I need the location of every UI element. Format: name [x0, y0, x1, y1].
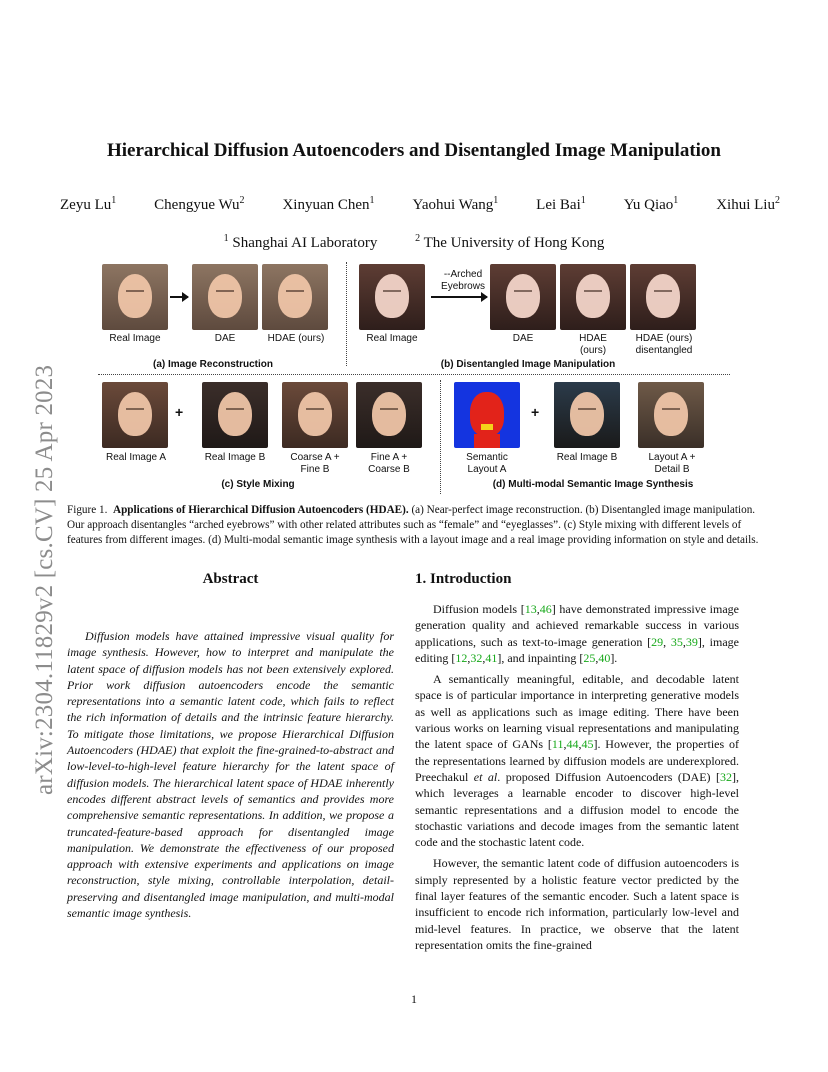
paragraph: However, the semantic latent code of diffusion autoencoders is simply represented by a holistic feature vector predicted by the final layer features of the semantic encoder. Such a latent space is insufficient to encode rich information, particularly low-level and mid-level features. In practice, we observe that the latent representation omits the fine-grained — [415, 856, 739, 952]
subcaption-a: (a) Image Reconstruction — [152, 359, 274, 370]
arrow-icon — [431, 296, 487, 298]
author: Xinyuan Chen$^1$ — [282, 195, 375, 213]
paragraph: Diffusion models [13,46] have demonstrated impressive image generation quality and achieved remarkable success in various applications, such as text-to-image generation [29, 35,39], image editing [12,32,41], and inpainting [25,40]. — [415, 602, 739, 665]
abstract-heading: Abstract — [202, 571, 259, 587]
author: Xihui Liu$^2$ — [716, 195, 780, 213]
label-coarse-a: Coarse A + Fine B — [290, 452, 340, 475]
face-image — [560, 264, 626, 330]
face-image — [102, 264, 168, 330]
author: Chengyue Wu$^2$ — [154, 195, 245, 213]
label-dae: DAE — [512, 333, 534, 344]
page-number: 1 — [411, 992, 417, 1006]
affiliations — [0, 233, 828, 252]
subcaption-c: (c) Style Mixing — [221, 479, 295, 490]
face-image — [356, 382, 422, 448]
paper-title: Hierarchical Diffusion Autoencoders and Disentangled Image Manipulation — [106, 140, 721, 161]
label-semantic-layout: Semantic Layout A — [466, 452, 508, 475]
face-image — [638, 382, 704, 448]
abstract-text: Diffusion models have attained impressive visual quality for image synthesis. However, how to interpret and manipulate the latent space of diffusion models has not been extensively explored. Prior work diffusion autoencoders encode the semantic representations into a semantic latent code, which fails to reflect the rich information of details and the intrinsic feature hierarchy. To mitigate those limitations, we propose Hierarchical Diffusion Autoencoders (HDAE) that exploit the fine-grained-to-abstract and low-level-to-high-level feature hierarchy for the latent space of diffusion models. The hierarchical latent space of HDAE inherently encodes different abstract levels of semantics and provides more comprehensive semantic representations. In addition, we propose a truncated-feature-based approach for disentangled image manipulation. We demonstrate the effectiveness of our proposed approach with extensive experiments and applications on image reconstruction, style mixing, controllable interpolation, detail-preserving and disentangled image manipulation, and multi-modal semantic image synthesis. — [67, 629, 394, 921]
author: Yu Qiao$^1$ — [623, 195, 679, 213]
divider — [98, 374, 730, 375]
face-image — [202, 382, 268, 448]
label-layout-detail: Layout A + Detail B — [648, 452, 696, 475]
face-image — [490, 264, 556, 330]
label-fine-a: Fine A + Coarse B — [368, 452, 410, 475]
label-hdae: HDAE (ours) — [267, 333, 325, 344]
subcaption-b: (b) Disentangled Image Manipulation — [440, 359, 616, 370]
affiliation: $^2$ The University of Hong Kong — [415, 233, 605, 251]
semantic-layout-image — [454, 382, 520, 448]
label-real-image-a: Real Image A — [105, 452, 167, 463]
label-real-image-b: Real Image B — [204, 452, 266, 463]
teaser-figure — [98, 262, 730, 494]
label-real-image: Real Image — [109, 333, 161, 344]
intro-heading: 1. Introduction — [415, 571, 512, 587]
paragraph: A semantically meaningful, editable, and decodable latent space is of particular importance in interpreting generative models as well as applications such as image editing. There have been various works on learning visual representations and manipulating the latent space of GANs [11,44,45]. However, the properties of the representations learned by diffusion models are underexplored. Preechakul et al. proposed Diffusion Autoencoders (DAE) [32], which leverages a learnable encoder to discover high-level semantic representations and a diffusion model to encode the stochastic variations and decode images from the semantic latent code and the stochastic latent code. — [415, 672, 739, 850]
face-image — [192, 264, 258, 330]
face-image — [554, 382, 620, 448]
arxiv-id: arXiv:2304.11829v2 [cs.CV] 25 Apr 2023 — [31, 364, 58, 795]
affiliation: $^1$ Shanghai AI Laboratory — [223, 233, 378, 251]
author: Lei Bai$^1$ — [536, 195, 586, 213]
label-real-image: Real Image — [366, 333, 418, 344]
intro-text — [415, 601, 739, 958]
divider — [440, 380, 441, 494]
label-real-image-b: Real Image B — [556, 452, 618, 463]
label-hdae-disentangled: HDAE (ours) disentangled — [635, 333, 693, 356]
arrow-label: --Arched Eyebrows — [441, 269, 485, 292]
label-dae: DAE — [214, 333, 236, 344]
plus-icon: + — [175, 404, 184, 420]
face-image — [262, 264, 328, 330]
author: Zeyu Lu$^1$ — [60, 195, 117, 213]
face-image — [359, 264, 425, 330]
author-list — [60, 195, 780, 214]
subcaption-d: (d) Multi-modal Semantic Image Synthesis — [492, 479, 694, 490]
divider — [346, 262, 347, 366]
plus-icon: + — [531, 404, 540, 420]
face-image — [630, 264, 696, 330]
arrow-icon — [170, 296, 188, 298]
figure-caption: Figure 1. Applications of Hierarchical Diffusion Autoencoders (HDAE). (a) Near-perfect image reconstruction. (b) Disentangled image manipulation. Our approach disentangles “arched eyebrows” with other related attributes such as “female” and “eyeglasses”. (c) Style mixing with different levels of features from different images. (d) Multi-modal semantic image synthesis with a layout image and a real image providing information on style and details. — [67, 504, 759, 546]
label-hdae: HDAE (ours) — [579, 333, 607, 356]
face-image — [282, 382, 348, 448]
author: Yaohui Wang$^1$ — [412, 195, 499, 213]
face-image — [102, 382, 168, 448]
